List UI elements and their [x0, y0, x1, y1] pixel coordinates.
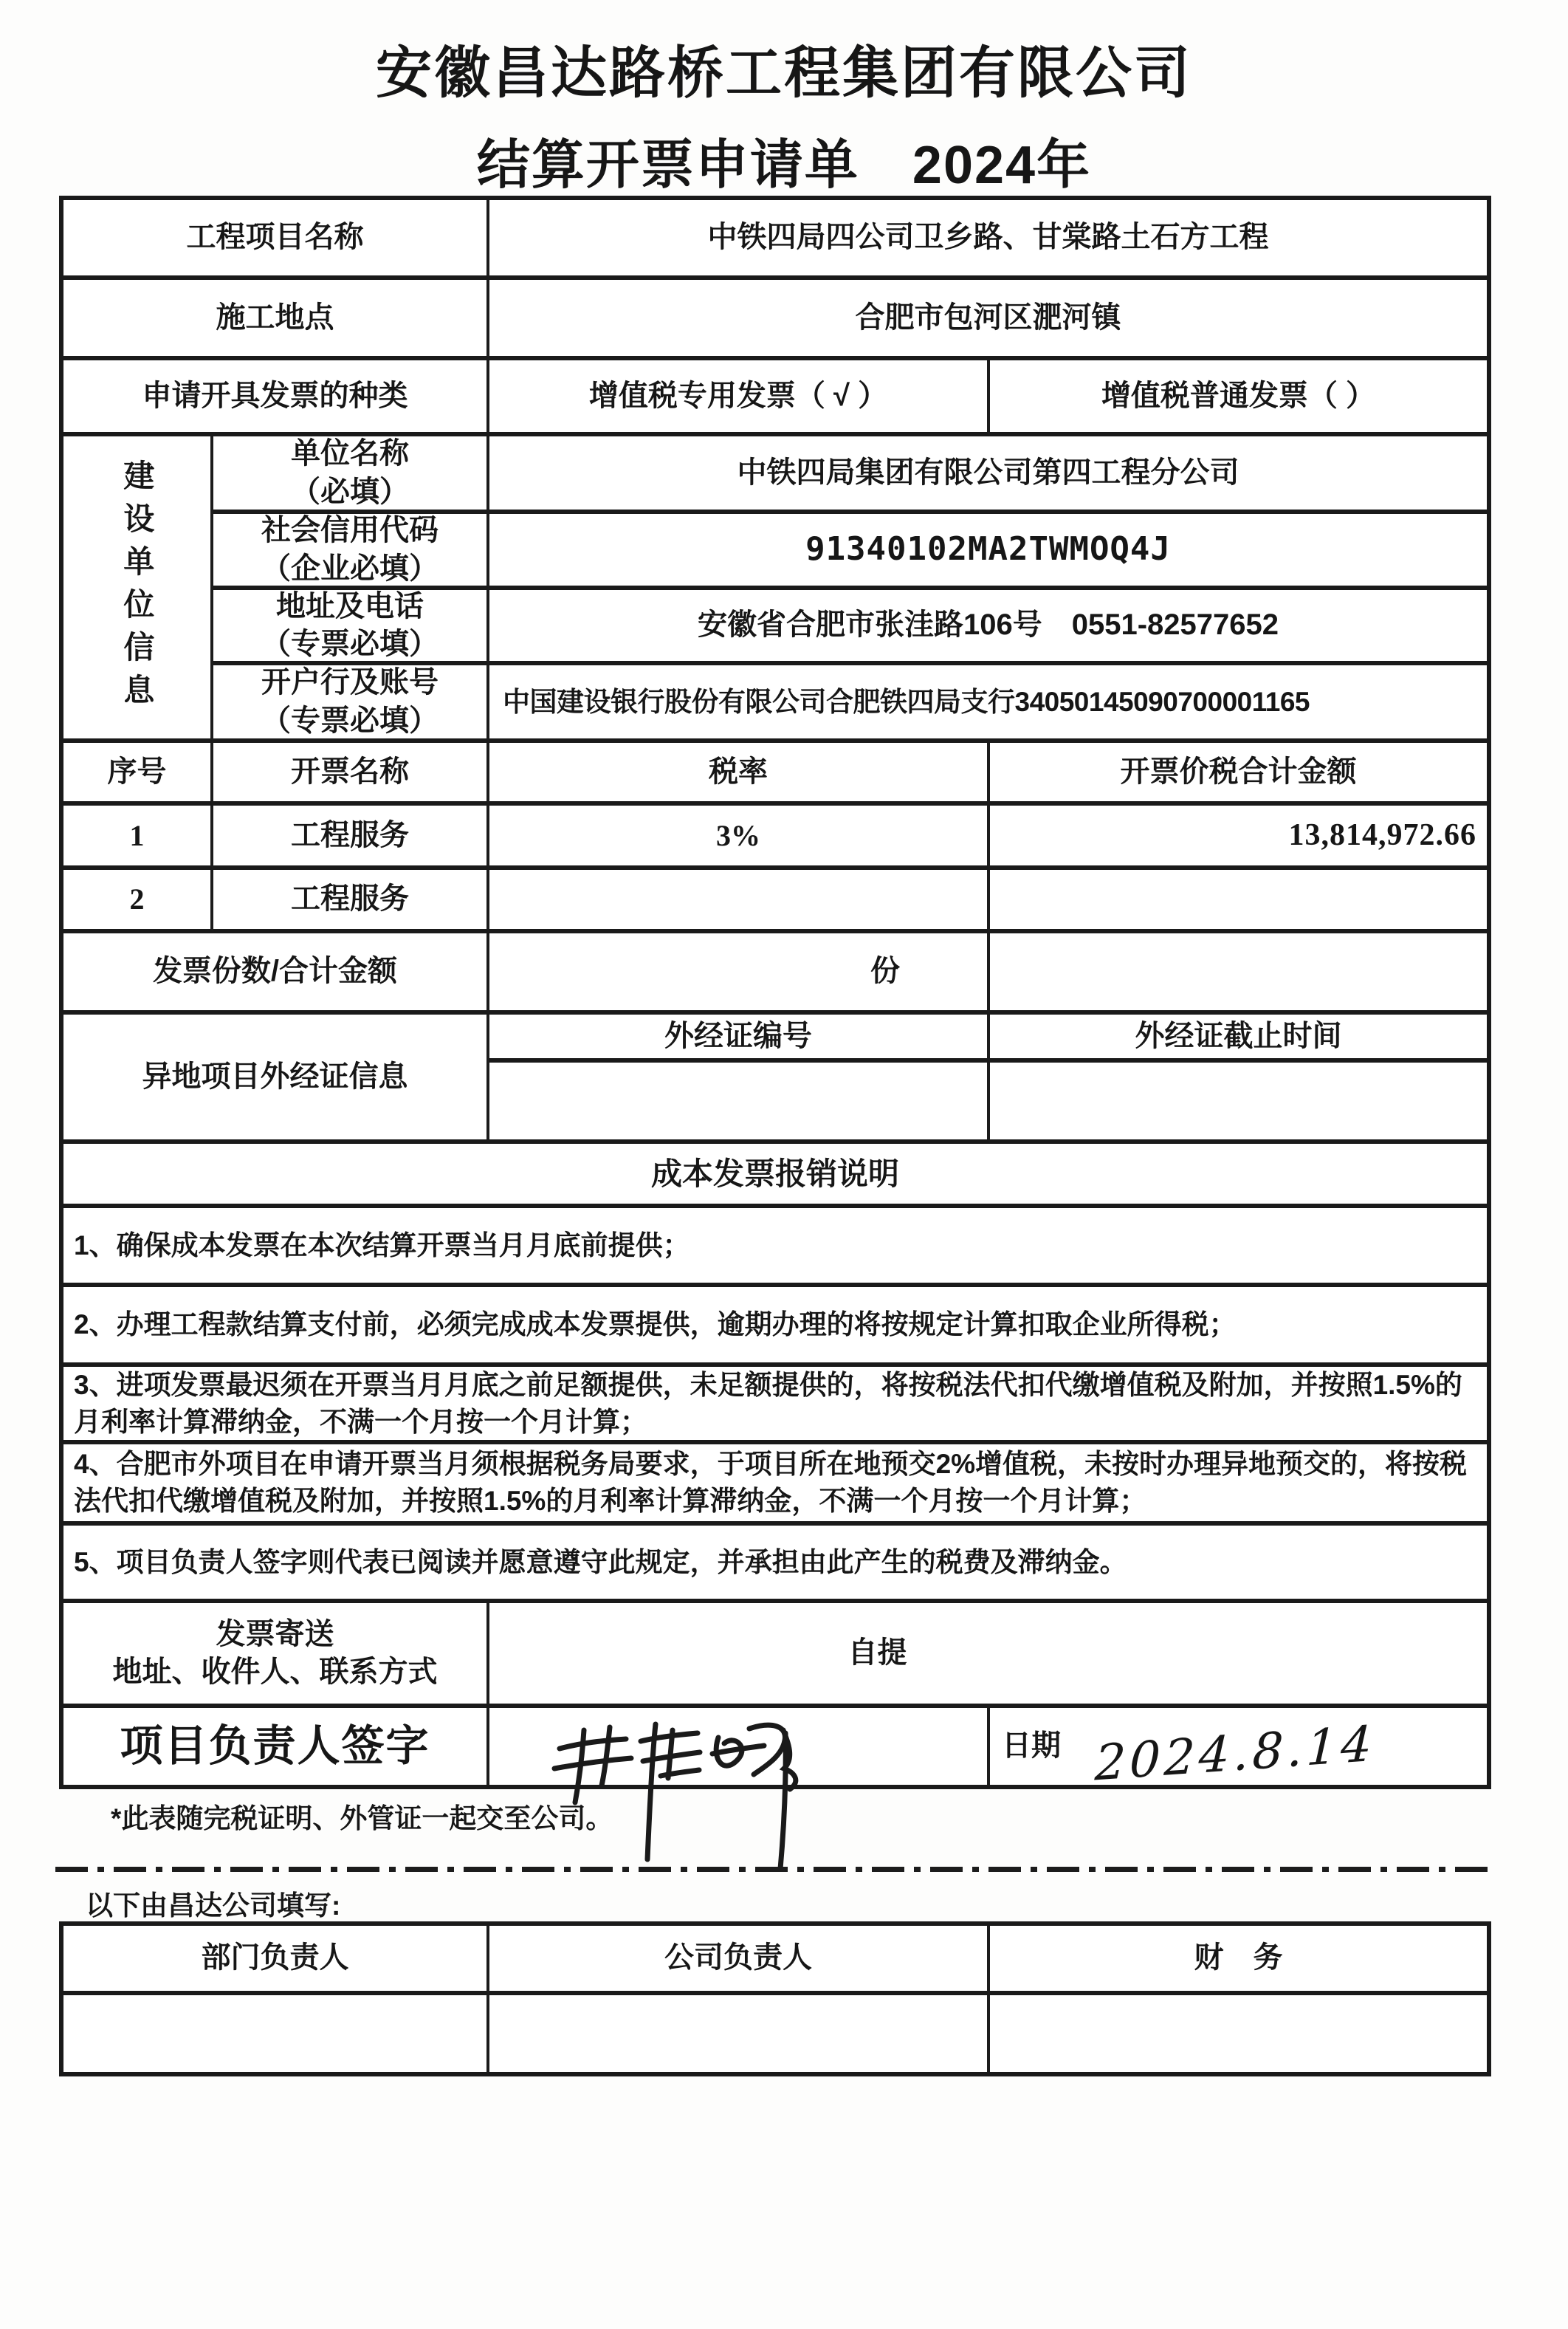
approval-table — [59, 1921, 1491, 2076]
cost-notes-header: 成本发票报销说明 — [63, 1144, 1487, 1208]
date-cell — [990, 1708, 1487, 1792]
invoice-kind-special-checked: 增值税专用发票（ √ ） — [489, 360, 990, 436]
external-cert-number-empty — [489, 1063, 990, 1144]
project-name-value: 中铁四局四公司卫乡路、甘棠路土石方工程 — [489, 200, 1487, 280]
external-cert-deadline-empty — [990, 1063, 1487, 1144]
col-header-tax-rate: 税率 — [489, 743, 990, 806]
approval-header-finance: 财 务 — [990, 1926, 1487, 1995]
form-subtitle — [0, 122, 1568, 199]
site-label: 施工地点 — [63, 280, 489, 360]
approval-sign-department-empty — [63, 1995, 489, 2072]
cost-note-item-4: 4、合肥市外项目在申请开票当月须根据税务局要求，于项目所在地预交2%增值税，未按时办理异地预交的，将按税法代扣代缴增值税及附加，并按照1.5%的月利率计算滞纳金，不满一个月按一个月计算； — [63, 1444, 1487, 1526]
copies-label: 发票份数/合计金额 — [63, 933, 489, 1015]
col-header-index: 序号 — [63, 743, 213, 806]
item-row-index: 1 — [63, 806, 213, 870]
item-row-tax-rate-empty — [489, 870, 990, 933]
project-name-label: 工程项目名称 — [63, 200, 489, 280]
external-cert-number-header: 外经证编号 — [489, 1015, 990, 1063]
external-cert-label: 异地项目外经证信息 — [63, 1015, 489, 1144]
approval-header-company: 公司负责人 — [489, 1926, 990, 1995]
credit-code-value: 91340102MA2TWMOQ4J — [489, 514, 1487, 590]
company-fill-note: 以下由昌达公司填写: — [86, 1890, 341, 1921]
copies-unit: 份 — [489, 933, 990, 1015]
delivery-label: 发票寄送 地址、收件人、联系方式 — [63, 1603, 489, 1708]
signature-cell — [489, 1708, 990, 1785]
address-phone-label: 地址及电话 （专票必填） — [213, 590, 489, 665]
builder-info-group-label: 建设单位信息 — [63, 436, 213, 743]
builder-name-value: 中铁四局集团有限公司第四工程分公司 — [489, 436, 1487, 514]
cost-note-item-5: 5、项目负责人签字则代表已阅读并愿意遵守此规定，并承担由此产生的税费及滞纳金。 — [63, 1526, 1487, 1603]
form-year: 2024年 — [912, 136, 1092, 195]
signature-handwriting — [489, 1701, 990, 1885]
cost-note-item-3: 3、进项发票最迟须在开票当月月底之前足额提供，未足额提供的，将按税法代扣代缴增值税及附加，并按照1.5%的月利率计算滞纳金，不满一个月按一个月计算； — [63, 1367, 1487, 1444]
cost-note-item-2: 2、办理工程款结算支付前，必须完成成本发票提供，逾期办理的将按规定计算扣取企业所得税； — [63, 1287, 1487, 1367]
date-handwritten: 2024.8.14 — [1093, 1715, 1377, 1792]
application-form-table — [59, 196, 1491, 1792]
site-value: 合肥市包河区淝河镇 — [489, 280, 1487, 360]
approval-sign-company-empty — [489, 1995, 990, 2072]
form-name: 结算开票申请单 — [476, 136, 859, 195]
company-title: 安徽昌达路桥工程集团有限公司 — [376, 42, 1192, 105]
item-row-amount-empty — [990, 870, 1487, 933]
bank-account-label: 开户行及账号 （专票必填） — [213, 665, 489, 743]
external-cert-deadline-header: 外经证截止时间 — [990, 1015, 1487, 1063]
date-label: 日期 — [1002, 1729, 1061, 1763]
address-phone-value: 安徽省合肥市张洼路106号 0551-82577652 — [489, 590, 1487, 665]
col-header-name: 开票名称 — [213, 743, 489, 806]
copies-total-empty — [990, 933, 1487, 1015]
item-row-name: 工程服务 — [213, 870, 489, 933]
signer-label: 项目负责人签字 — [63, 1708, 489, 1785]
item-row-tax-rate: 3% — [489, 806, 990, 870]
approval-sign-finance-empty — [990, 1995, 1487, 2072]
item-row-name: 工程服务 — [213, 806, 489, 870]
credit-code-label: 社会信用代码 （企业必填） — [213, 514, 489, 590]
col-header-amount: 开票价税合计金额 — [990, 743, 1487, 806]
delivery-value: 自提 — [489, 1603, 1487, 1708]
invoice-kind-label: 申请开具发票的种类 — [63, 360, 489, 436]
bank-account-value: 中国建设银行股份有限公司合肥铁四局支行34050145090700001165 — [489, 665, 1487, 743]
item-row-index: 2 — [63, 870, 213, 933]
cost-note-item-1: 1、确保成本发票在本次结算开票当月月底前提供； — [63, 1208, 1487, 1287]
footnote: *此表随完税证明、外管证一起交至公司。 — [111, 1803, 613, 1834]
builder-name-label: 单位名称 （必填） — [213, 436, 489, 514]
approval-header-department: 部门负责人 — [63, 1926, 489, 1995]
invoice-kind-general: 增值税普通发票（ ） — [990, 360, 1487, 436]
dash-dot-divider — [55, 1867, 1491, 1872]
item-row-amount: 13,814,972.66 — [990, 806, 1487, 870]
